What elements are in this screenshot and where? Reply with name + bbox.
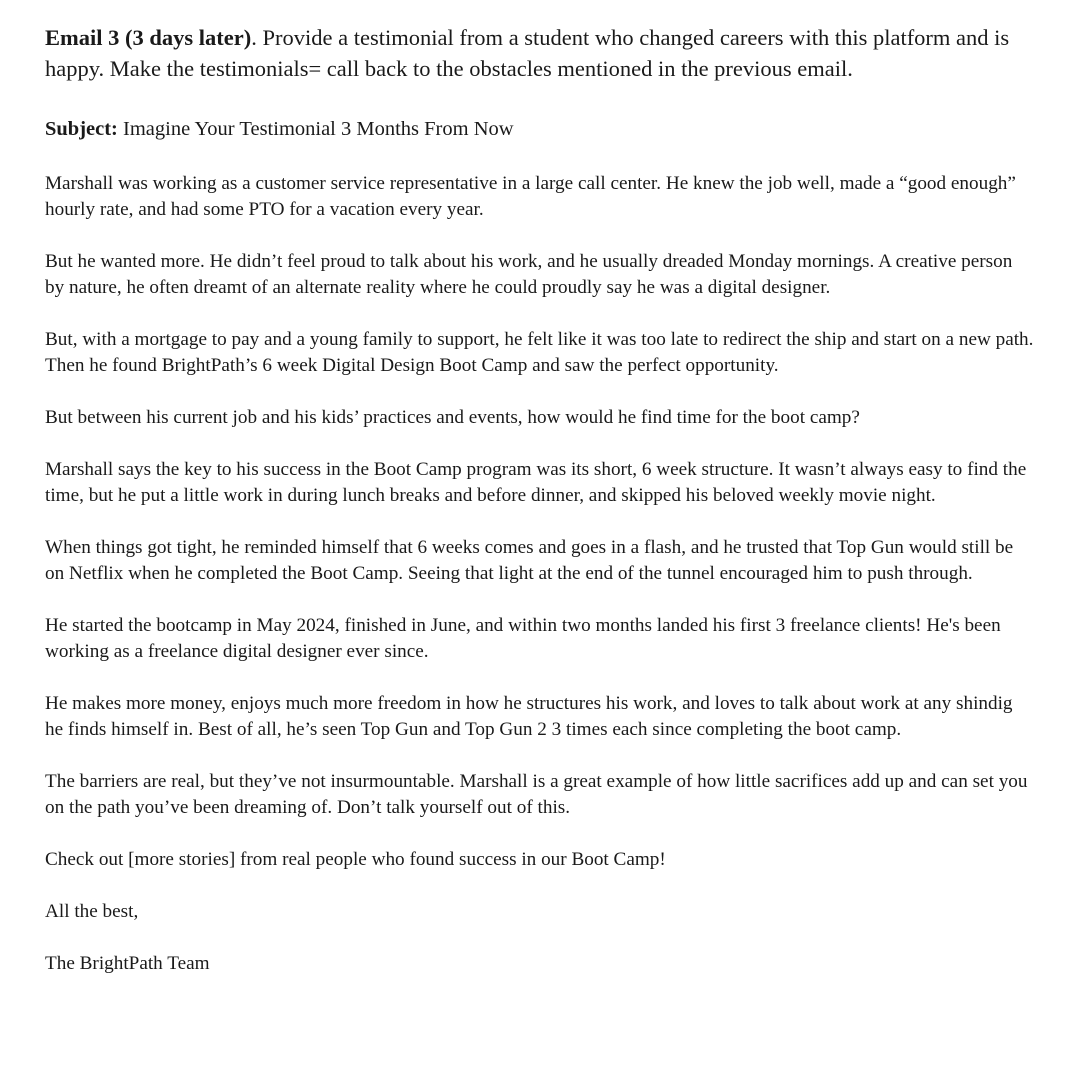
body-paragraph: But between his current job and his kids’ practices and events, how would he find time for the boot camp?	[45, 407, 860, 428]
body-paragraph: When things got tight, he reminded himself that 6 weeks comes and goes in a flash, and he trusted that Top Gun would still be on Netflix when he completed the Boot Camp. Seeing that light at the end of the tunnel encouraged him to push through.	[45, 537, 1014, 584]
instruction-text: . Provide a testimonial from a student who changed careers with this platform and is happy. Make the testimonials= call back to the obstacles mentioned in the previous email.	[45, 25, 1010, 81]
email-subject-line	[45, 115, 1035, 143]
email-number-label: Email 3 (3 days later)	[45, 25, 252, 50]
call-to-action-paragraph: Check out [more stories] from real people who found success in our Boot Camp!	[45, 849, 666, 870]
body-paragraph: But he wanted more. He didn’t feel proud to talk about his work, and he usually dreaded Monday mornings. A creative person by nature, he often dreamt of an alternate reality where he could proudly say he was a digital designer.	[45, 251, 1013, 298]
body-paragraph: Marshall says the key to his success in the Boot Camp program was its short, 6 week structure. It wasn’t always easy to find the time, but he put a little work in during lunch breaks and before dinner, and skipped his beloved weekly movie night.	[45, 459, 1027, 506]
body-paragraph: Marshall was working as a customer service representative in a large call center. He knew the job well, made a “good enough” hourly rate, and had some PTO for a vacation every year.	[45, 173, 1016, 220]
body-paragraph: He started the bootcamp in May 2024, finished in June, and within two months landed his first 3 freelance clients! He's been working as a freelance digital designer ever since.	[45, 615, 1001, 662]
subject-label: Subject:	[45, 118, 118, 140]
subject-text: Imagine Your Testimonial 3 Months From Now	[117, 118, 514, 140]
signature: The BrightPath Team	[45, 953, 210, 974]
body-paragraph: But, with a mortgage to pay and a young family to support, he felt like it was too late to redirect the ship and start on a new path. Then he found BrightPath’s 6 week Digital Design Boot Camp and saw the perfect opportunity.	[45, 329, 1034, 376]
email-document	[45, 22, 1035, 977]
body-paragraph: He makes more money, enjoys much more freedom in how he structures his work, and loves to talk about work at any shindig he finds himself in. Best of all, he’s seen Top Gun and Top Gun 2 3 times each since completing the boot camp.	[45, 693, 1013, 740]
email-instruction	[45, 22, 1035, 84]
body-paragraph: The barriers are real, but they’ve not insurmountable. Marshall is a great example of how little sacrifices add up and can set you on the path you’ve been dreaming of. Don’t talk yourself out of this.	[45, 771, 1028, 818]
sign-off: All the best,	[45, 901, 139, 922]
